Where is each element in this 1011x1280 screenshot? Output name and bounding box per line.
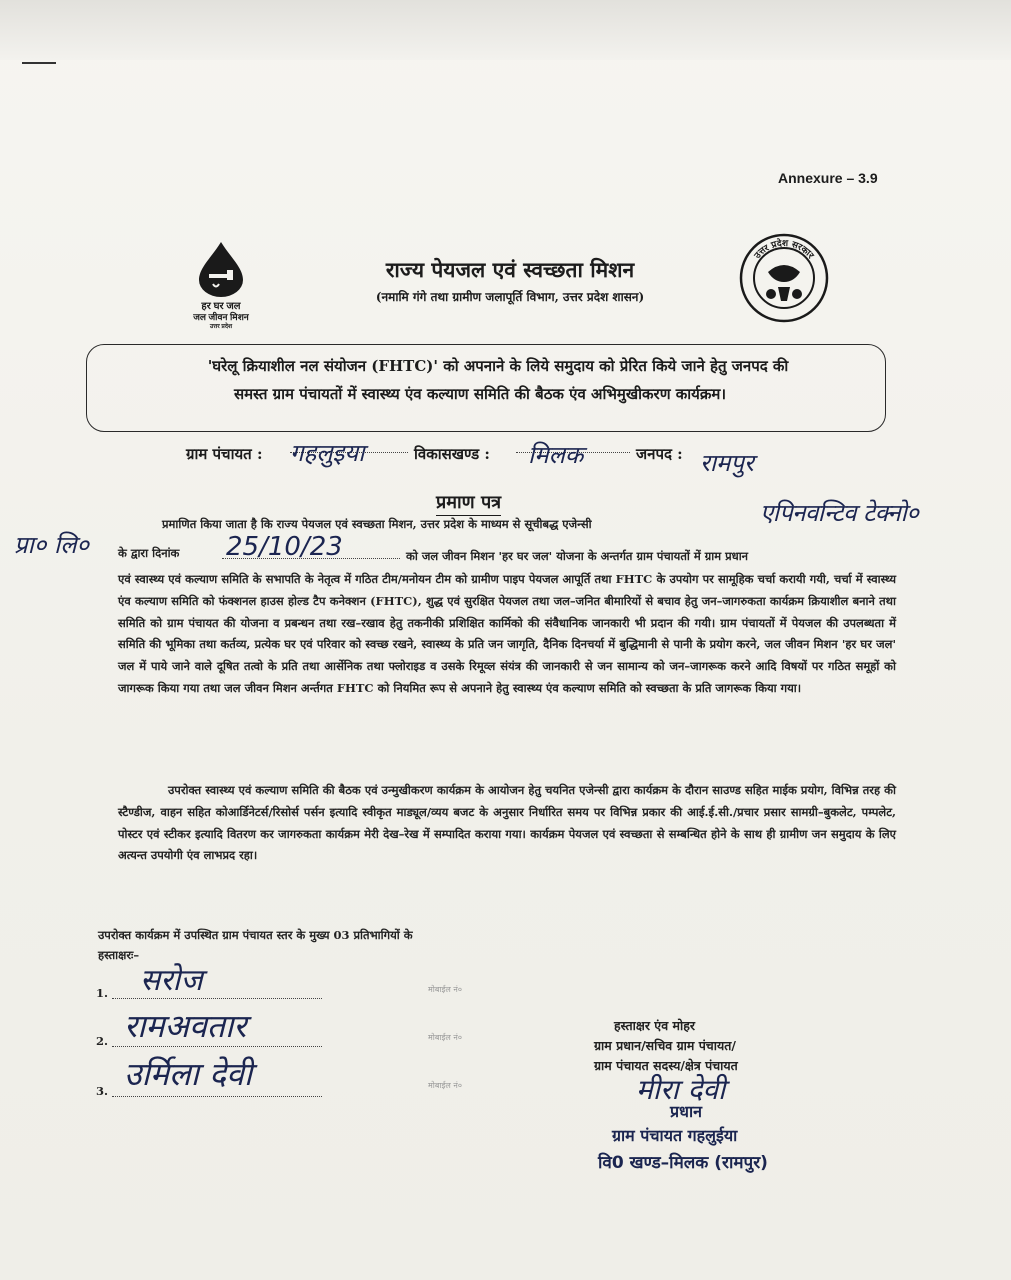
- logo-line-3: उत्तर प्रदेश: [209, 324, 233, 330]
- mobile-label-3: मोबाईल नं०: [428, 1081, 462, 1090]
- participant-signature-3: उर्मिला देवी: [124, 1055, 253, 1093]
- participant-num-1: 1.: [96, 986, 109, 1000]
- document-title: राज्य पेयजल एवं स्वच्छता मिशन: [385, 257, 635, 282]
- vikaskhand-value: मिलक: [528, 441, 584, 469]
- annexure-label: Annexure – 3.9: [778, 170, 878, 186]
- seal-text: उत्तर प्रदेश सरकार: [752, 238, 816, 261]
- water-drop-icon: [191, 240, 251, 298]
- sign-seal-label: हस्ताक्षर एंव मोहर: [614, 1018, 695, 1033]
- janpad-label: जनपद :: [636, 445, 683, 463]
- participant-num-2: 2.: [96, 1034, 109, 1048]
- date-label: के द्वारा दिनांक: [118, 546, 180, 560]
- certificate-para1-line1: प्रमाणित किया जाता है कि राज्य पेयजल एवं स्वच्छता मिशन, उत्तर प्रदेश के माध्यम से सूचीबद्ध एजेन्सी: [162, 517, 592, 531]
- participants-intro: उपरोक्त कार्यक्रम में उपस्थित ग्राम पंचायत स्तर के मुख्य 03 प्रतिभागियों के: [98, 928, 413, 942]
- har-ghar-jal-logo: [186, 240, 256, 330]
- mobile-label-2: मोबाईल नं०: [428, 1033, 462, 1042]
- agency-name-handwritten: एपिनवन्टिव टेक्नो०: [760, 499, 919, 527]
- stamp-gram-panchayat: ग्राम पंचायत गहलुईया: [612, 1126, 738, 1145]
- certificate-para2: उपरोक्त स्वास्थ्य एवं कल्याण समिति की बैठक एवं उन्मुखीकरण कार्यक्रम के आयोजन हेतु चयनित एजेन्सी द्वारा कार्यक्रम के दौरान साउण्ड सहित माईक प्रयोग, विभिन्न तरह की स्टैण्डीज, वाहन सहित कोआर्डिनेटर्स/रिसोर्स पर्सन इत्यादि स्वीकृत माड्यूल/व्यय बजट के अनुसार निर्धारित समय पर विभिन्न प्रकार की आई.ई.सी./प्रचार प्रसार सामग्री–बुकलेट, पम्पलेट, पोस्टर एवं स्टीकर इत्यादि वितरण कर जागरुकता कार्यक्रम मेरी देख–रेख में सम्पादित कराया गया। कार्यक्रम पेयजल एवं स्वच्छता से सम्बन्धित होने के साथ ही ग्रामीण जन समुदाय के लिए अत्यन्त उपयोगी एंव लाभप्रद रहा।: [118, 783, 896, 863]
- certificate-para1-line2: को जल जीवन मिशन 'हर घर जल' योजना के अन्तर्गत ग्राम पंचायतों में ग्राम प्रधान: [406, 549, 749, 563]
- stamp-block-district: वि0 खण्ड–मिलक (रामपुर): [598, 1153, 768, 1173]
- signatory-roles-2: ग्राम पंचायत सदस्य/क्षेत्र पंचायत: [594, 1058, 738, 1073]
- logo-line-1: हर घर जल: [201, 301, 241, 312]
- pradhan-signature: मीरा देवी: [636, 1073, 726, 1106]
- signatory-roles-1: ग्राम प्रधान/सचिव ग्राम पंचायत/: [594, 1038, 736, 1053]
- vikaskhand-label: विकासखण्ड :: [414, 445, 490, 463]
- janpad-value: रामपुर: [700, 449, 754, 477]
- agency-suffix-handwritten: प्रा० लि०: [14, 531, 89, 559]
- participant-signature-2: रामअवतार: [124, 1007, 247, 1045]
- program-title-line-2: समस्त ग्राम पंचायतों में स्वास्थ्य एंव कल्याण समिति की बैठक एंव अभिमुखीकरण कार्यक्रम।: [233, 385, 727, 403]
- participant-num-3: 3.: [96, 1084, 109, 1098]
- date-handwritten: 25/10/23: [226, 532, 343, 562]
- document-subtitle: (नमामि गंगे तथा ग्रामीण जलापूर्ति विभाग, उत्तर प्रदेश शासन): [375, 290, 645, 304]
- scan-mark: [22, 62, 56, 64]
- gram-panchayat-label: ग्राम पंचायत :: [186, 445, 263, 463]
- participants-sign-label: हस्ताक्षरः–: [98, 948, 140, 962]
- gram-panchayat-value: गहलुइया: [290, 439, 365, 467]
- mobile-label-1: मोबाईल नं०: [428, 985, 462, 994]
- participant-signature-1: सरोज: [140, 963, 203, 998]
- participant-line-3: [112, 1096, 322, 1097]
- scan-shadow: [0, 0, 1011, 60]
- stamp-designation: प्रधान: [670, 1102, 702, 1121]
- logo-line-2: जल जीवन मिशन: [193, 312, 249, 322]
- certificate-para1: एवं स्वास्थ्य एवं कल्याण समिति के सभापति के नेतृत्व में गठित टीम/मनोयन टीम को ग्रामीण पाइप पेयजल आपूर्ति तथा FHTC के उपयोग पर सामूहिक चर्चा करायी गयी, चर्चा में स्वास्थ्य एंव कल्याण समिति को फंक्शनल हाउस होल्ड टैप कनेक्शन (FHTC), शुद्ध एवं सुरक्षित पेयजल तथा जल–जनित बीमारियों से बचाव हेतु जन–जागरुकता कार्यक्रम क्रियाशील बनाने तथा समिति को ग्राम पंचायत की योजना व प्रबन्धन तथा रख–रखाव हेतु तकनीकी प्रशिक्षित कार्मिको की संवैधानिक जानकारी भी प्रदान की गयी। ग्राम पंचायतों में पेयजल की उपलब्धता में समिति की भूमिका तथा कर्तव्य, प्रत्येक घर एवं परिवार को स्वच्छ रखने, स्वास्थ्य के प्रति जन जागृति, दैनिक दिनचर्या में बुद्धिमानी से पानी के प्रयोग करने, जल जीवन मिशन 'हर घर जल' जल में पाये जाने वाले दूषित तत्वो के प्रति तथा आर्सेनिक तथा फ्लोराइड व उसके रिमूव्ल संयंत्र की जानकारी से जन सामान्य को जन–जागरूक करने आदि विषयों पर गठित समूहों को जागरूक किया गया तथा जल जीवन मिशन अर्न्तगत FHTC को नियमित रूप से अपनाने हेतु स्वास्थ्य एंव कल्याण समिति को स्वच्छता के प्रति जागरूक किया गया।: [118, 572, 896, 695]
- program-title-line-1: 'घरेलू क्रियाशील नल संयोजन (FHTC)' को अपनाने के लिये समुदाय को प्रेरित किये जाने हेतु जनपद की: [207, 357, 789, 375]
- certificate-title: प्रमाण पत्र: [436, 490, 501, 516]
- up-government-seal-icon: [738, 232, 830, 324]
